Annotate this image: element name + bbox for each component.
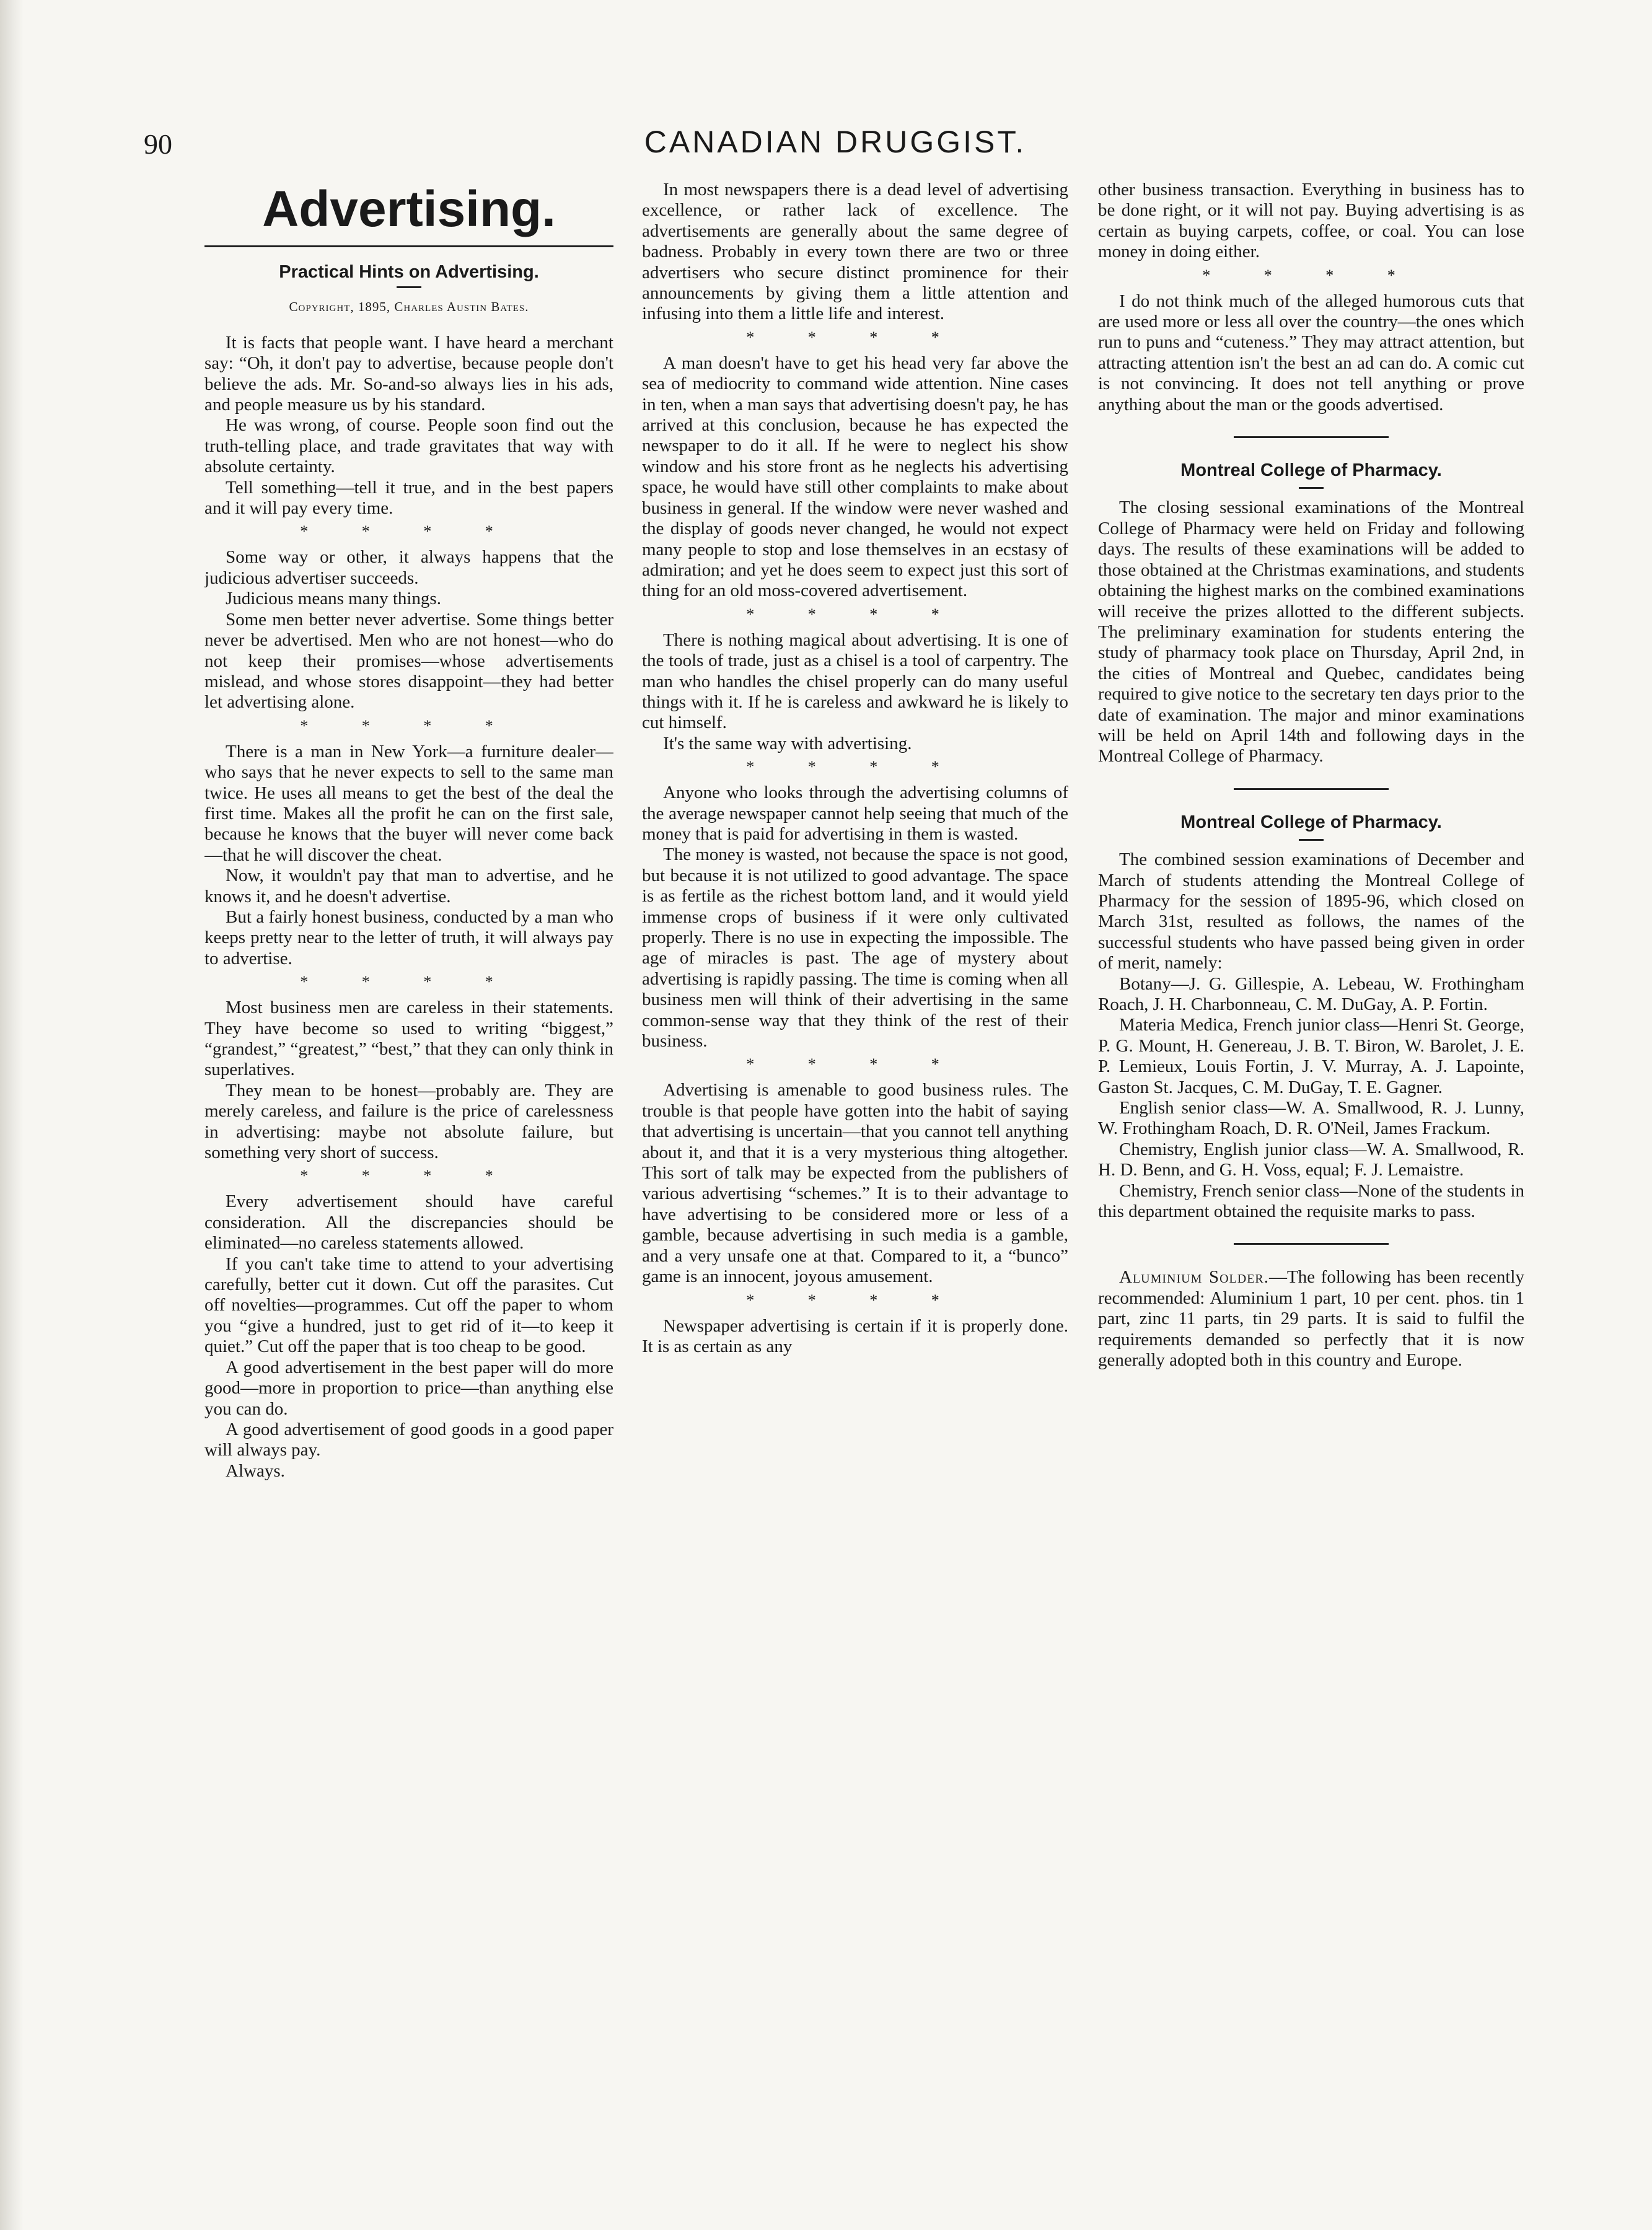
running-head	[144, 124, 1527, 167]
paragraph: I do not think much of the alleged humorous cuts that are used more or less all over the country—the ones which run to puns and “cuteness.” They may attract attention, but attracting attention isn't the best an ad can do. A comic cut is not convincing. It does not tell anything or prove anything about the man or the goods advertised.	[1098, 291, 1524, 415]
subtitle-rule	[397, 286, 421, 288]
paragraph: The money is wasted, not because the space is not good, but because it is not utilized to good advantage. The space is as fertile as the richest bottom land, and it would yield immense crops of business if it were only cultivated properly. There is no use in expecting the impossible. The age of miracles is past. The age of mystery about advertising is rapidly passing. The time is coming when all business men will think of their advertising in the same common-sense way that they think of the rest of their business.	[642, 845, 1068, 1051]
section-divider	[1234, 1243, 1389, 1245]
article-subtitle: Practical Hints on Advertising.	[279, 262, 539, 282]
page-number: 90	[144, 128, 172, 160]
title-rule	[204, 245, 613, 247]
paragraph: They mean to be honest—probably are. They are merely careless, and failure is the price of carelessness in advertising: maybe not absolute failure, but something very short of success.	[204, 1080, 613, 1163]
paragraph: Always.	[226, 1460, 285, 1481]
paragraph: A man doesn't have to get his head very far above the sea of mediocrity to command wide attention. Nine cases in ten, when a man says that advertising doesn't pay, he has arrived at this conclusion, because he has expected the newspaper to do it all. If he were to neglect his show window and his store front as he neglects his advertising space, he would have still other complaints to make about business in general. If the window were never washed and the display of goods never changed, he would not expect many people to stop and lose themselves in an ecstasy of admiration; and yet he does seem to expect just this sort of thing for an old moss-covered advertisement.	[642, 353, 1068, 601]
paragraph: Botany—J. G. Gillespie, A. Lebeau, W. Frothingham Roach, J. H. Charbonneau, C. M. DuGay, A. P. Fortin.	[1098, 973, 1524, 1014]
column-2	[642, 180, 1068, 2063]
paragraph: Every advertisement should have careful consideration. All the discrepancies should be eliminated—no careless statements allowed.	[204, 1192, 613, 1253]
column-1-body	[204, 333, 613, 1482]
paragraph: It is facts that people want. I have heard a merchant say: “Oh, it don't pay to advertise, because people don't believe the ads. Mr. So-and-so always lies in his ads, and people measure us by his standard.	[204, 332, 613, 415]
paragraph: It's the same way with advertising.	[663, 733, 912, 753]
paragraph: Some men better never advertise. Some things better never be advertised. Men who are not honest—who do not keep their promises—whose advertisements mislead, and whose stores disappoint—they had better let advertising alone.	[204, 609, 613, 713]
paragraph: Anyone who looks through the advertising columns of the average newspaper cannot help seeing that much of the money that is paid for advertising in them is wasted.	[642, 783, 1068, 844]
paragraph: Tell something—tell it true, and in the best papers and it will pay every time.	[204, 477, 613, 519]
paragraph: A good advertisement in the best paper will do more good—more in proportion to price—than anything else you can do.	[204, 1357, 613, 1419]
column-3	[1098, 180, 1524, 2063]
journal-title: CANADIAN DRUGGIST.	[644, 125, 1027, 159]
scan-edge-shadow	[0, 0, 24, 2230]
paragraph: Most business men are careless in their statements. They have become so used to writing “biggest,” “grandest,” “greatest,” “best,” that they can only think in superlatives.	[204, 998, 613, 1080]
asterism-divider: * * * *	[300, 522, 518, 541]
paragraph: other business transaction. Everything in business has to be done right, or it will not pay. Buying advertising is as certain as buying carpets, coffee, or coal. You can lose money in doing either.	[1098, 180, 1524, 262]
article-title: Advertising.	[262, 181, 556, 237]
solder-lead: Aluminium Solder.	[1119, 1267, 1269, 1288]
paragraph: Some way or other, it always happens that the judicious advertiser succeeds.	[204, 547, 613, 588]
asterism-divider: * * * *	[746, 328, 964, 346]
solder-paragraph	[1098, 1267, 1524, 1371]
paragraph: There is a man in New York—a furniture dealer—who says that he never expects to sell to the same man twice. He uses all means to get the best of the deal the first time. Makes all the profit he can on the first sale, because he knows that the buyer will never come back—that he will discover the cheat.	[204, 741, 613, 865]
section-heading-college-1: Montreal College of Pharmacy.	[1180, 460, 1442, 481]
section-heading-rule	[1299, 487, 1324, 489]
paragraph: The closing sessional examinations of the Montreal College of Pharmacy were held on Friday and following days. The results of these examinations will be added to those obtained at the Christmas examinations, and students obtaining the highest marks on the combined examinations will receive the prizes allotted to the different subjects. The preliminary examination for students entering the study of pharmacy took place on Thursday, April 2nd, in the cities of Montreal and Quebec, candidates being required to give notice to the secretary ten days prior to the date of examination. The major and minor examinations will be held on April 14th and following days in the Montreal College of Pharmacy.	[1098, 498, 1524, 766]
asterism-divider: * * * *	[1202, 266, 1420, 284]
paragraph: Materia Medica, French junior class—Henri St. George, P. G. Mount, H. Genereau, J. B. T. Biron, W. Barolet, J. E. P. Lemieux, Louis Fortin, J. V. Murray, A. J. Lapointe, Gaston St. Jacques, C. M. DuGay, T. E. Gagner.	[1098, 1015, 1524, 1097]
column-1	[204, 180, 613, 2063]
paragraph: If you can't take time to attend to your advertising carefully, better cut it down. Cut off the parasites. Cut off novelties—programmes. Cut off the paper to whom you “give a hundred, just to get rid of it—to keep it quiet.” Cut off the paper that is too cheap to be good.	[204, 1253, 613, 1357]
asterism-divider: * * * *	[300, 973, 518, 991]
asterism-divider: * * * *	[300, 1167, 518, 1185]
asterism-divider: * * * *	[300, 716, 518, 735]
section-divider	[1234, 436, 1389, 438]
asterism-divider: * * * *	[746, 758, 964, 776]
paragraph: Chemistry, French senior class—None of the students in this department obtained the requisite marks to pass.	[1098, 1180, 1524, 1222]
section-heading-rule	[1299, 839, 1324, 841]
asterism-divider: * * * *	[746, 1055, 964, 1074]
paragraph: Advertising is amenable to good business rules. The trouble is that people have gotten into the habit of saying that advertising is uncertain—that you cannot tell anything about it, and that it is a very mysterious thing altogether. This sort of talk may be expected from the publishers of various advertising “schemes.” It is to their advantage to have advertising to be considered more or less of a gamble, because advertising in such media is a gamble, and a very unsafe one at that. Compared to it, a “bunco” game is an innocent, joyous amusement.	[642, 1080, 1068, 1287]
section-divider	[1234, 788, 1389, 790]
column-2-body	[642, 180, 1068, 1357]
section-heading-college-2: Montreal College of Pharmacy.	[1180, 812, 1442, 832]
paragraph: Newspaper advertising is certain if it is properly done. It is as certain as any	[642, 1315, 1068, 1356]
paragraph: A good advertisement of good goods in a good paper will always pay.	[204, 1419, 613, 1460]
section-body-college-2	[1098, 849, 1524, 1222]
paragraph: Now, it wouldn't pay that man to advertise, and he knows it, and he doesn't advertise.	[204, 866, 613, 906]
asterism-divider: * * * *	[746, 605, 964, 623]
paragraph: He was wrong, of course. People soon find out the truth-telling place, and trade gravitates that way with absolute certainty.	[204, 415, 613, 477]
asterism-divider: * * * *	[746, 1291, 964, 1309]
paragraph: But a fairly honest business, conducted by a man who keeps pretty near to the letter of truth, it will always pay to advertise.	[204, 906, 613, 968]
paragraph: Chemistry, English junior class—W. A. Smallwood, R. H. D. Benn, and G. H. Voss, equal; F. J. Lemaistre.	[1098, 1139, 1524, 1180]
paragraph: The combined session examinations of December and March of students attending the Montreal College of Pharmacy for the session of 1895-96, which closed on March 31st, resulted as follows, the names of the successful students who have passed being given in order of merit, namely:	[1098, 849, 1524, 973]
column-3-intro	[1098, 180, 1524, 415]
paragraph: Judicious means many things.	[226, 589, 441, 609]
section-body-college-1	[1098, 498, 1524, 766]
solder-text: —The following has been recently recommended: Aluminium 1 part, 10 per cent. phos. tin 1 part, zinc 11 parts, tin 29 parts. It is said to fulfil the requirements demanded so perfectly that it is now generally adopted both in this country and Europe.	[1098, 1267, 1524, 1371]
paragraph: In most newspapers there is a dead level of advertising excellence, or rather lack of excellence. The advertisements are generally about the same degree of badness. Probably in every town there are two or three advertisers who secure distinct prominence for their announcements by giving them a little attention and infusing into them a little life and interest.	[642, 180, 1068, 324]
copyright-line: Copyright, 1895, Charles Austin Bates.	[289, 299, 529, 315]
paragraph: English senior class—W. A. Smallwood, R. J. Lunny, W. Frothingham Roach, D. R. O'Neil, James Frackum.	[1098, 1098, 1524, 1139]
paragraph: There is nothing magical about advertising. It is one of the tools of trade, just as a chisel is a tool of carpentry. The man who handles the chisel properly can do many useful things with it. If he is careless and awkward he is likely to cut himself.	[642, 630, 1068, 733]
